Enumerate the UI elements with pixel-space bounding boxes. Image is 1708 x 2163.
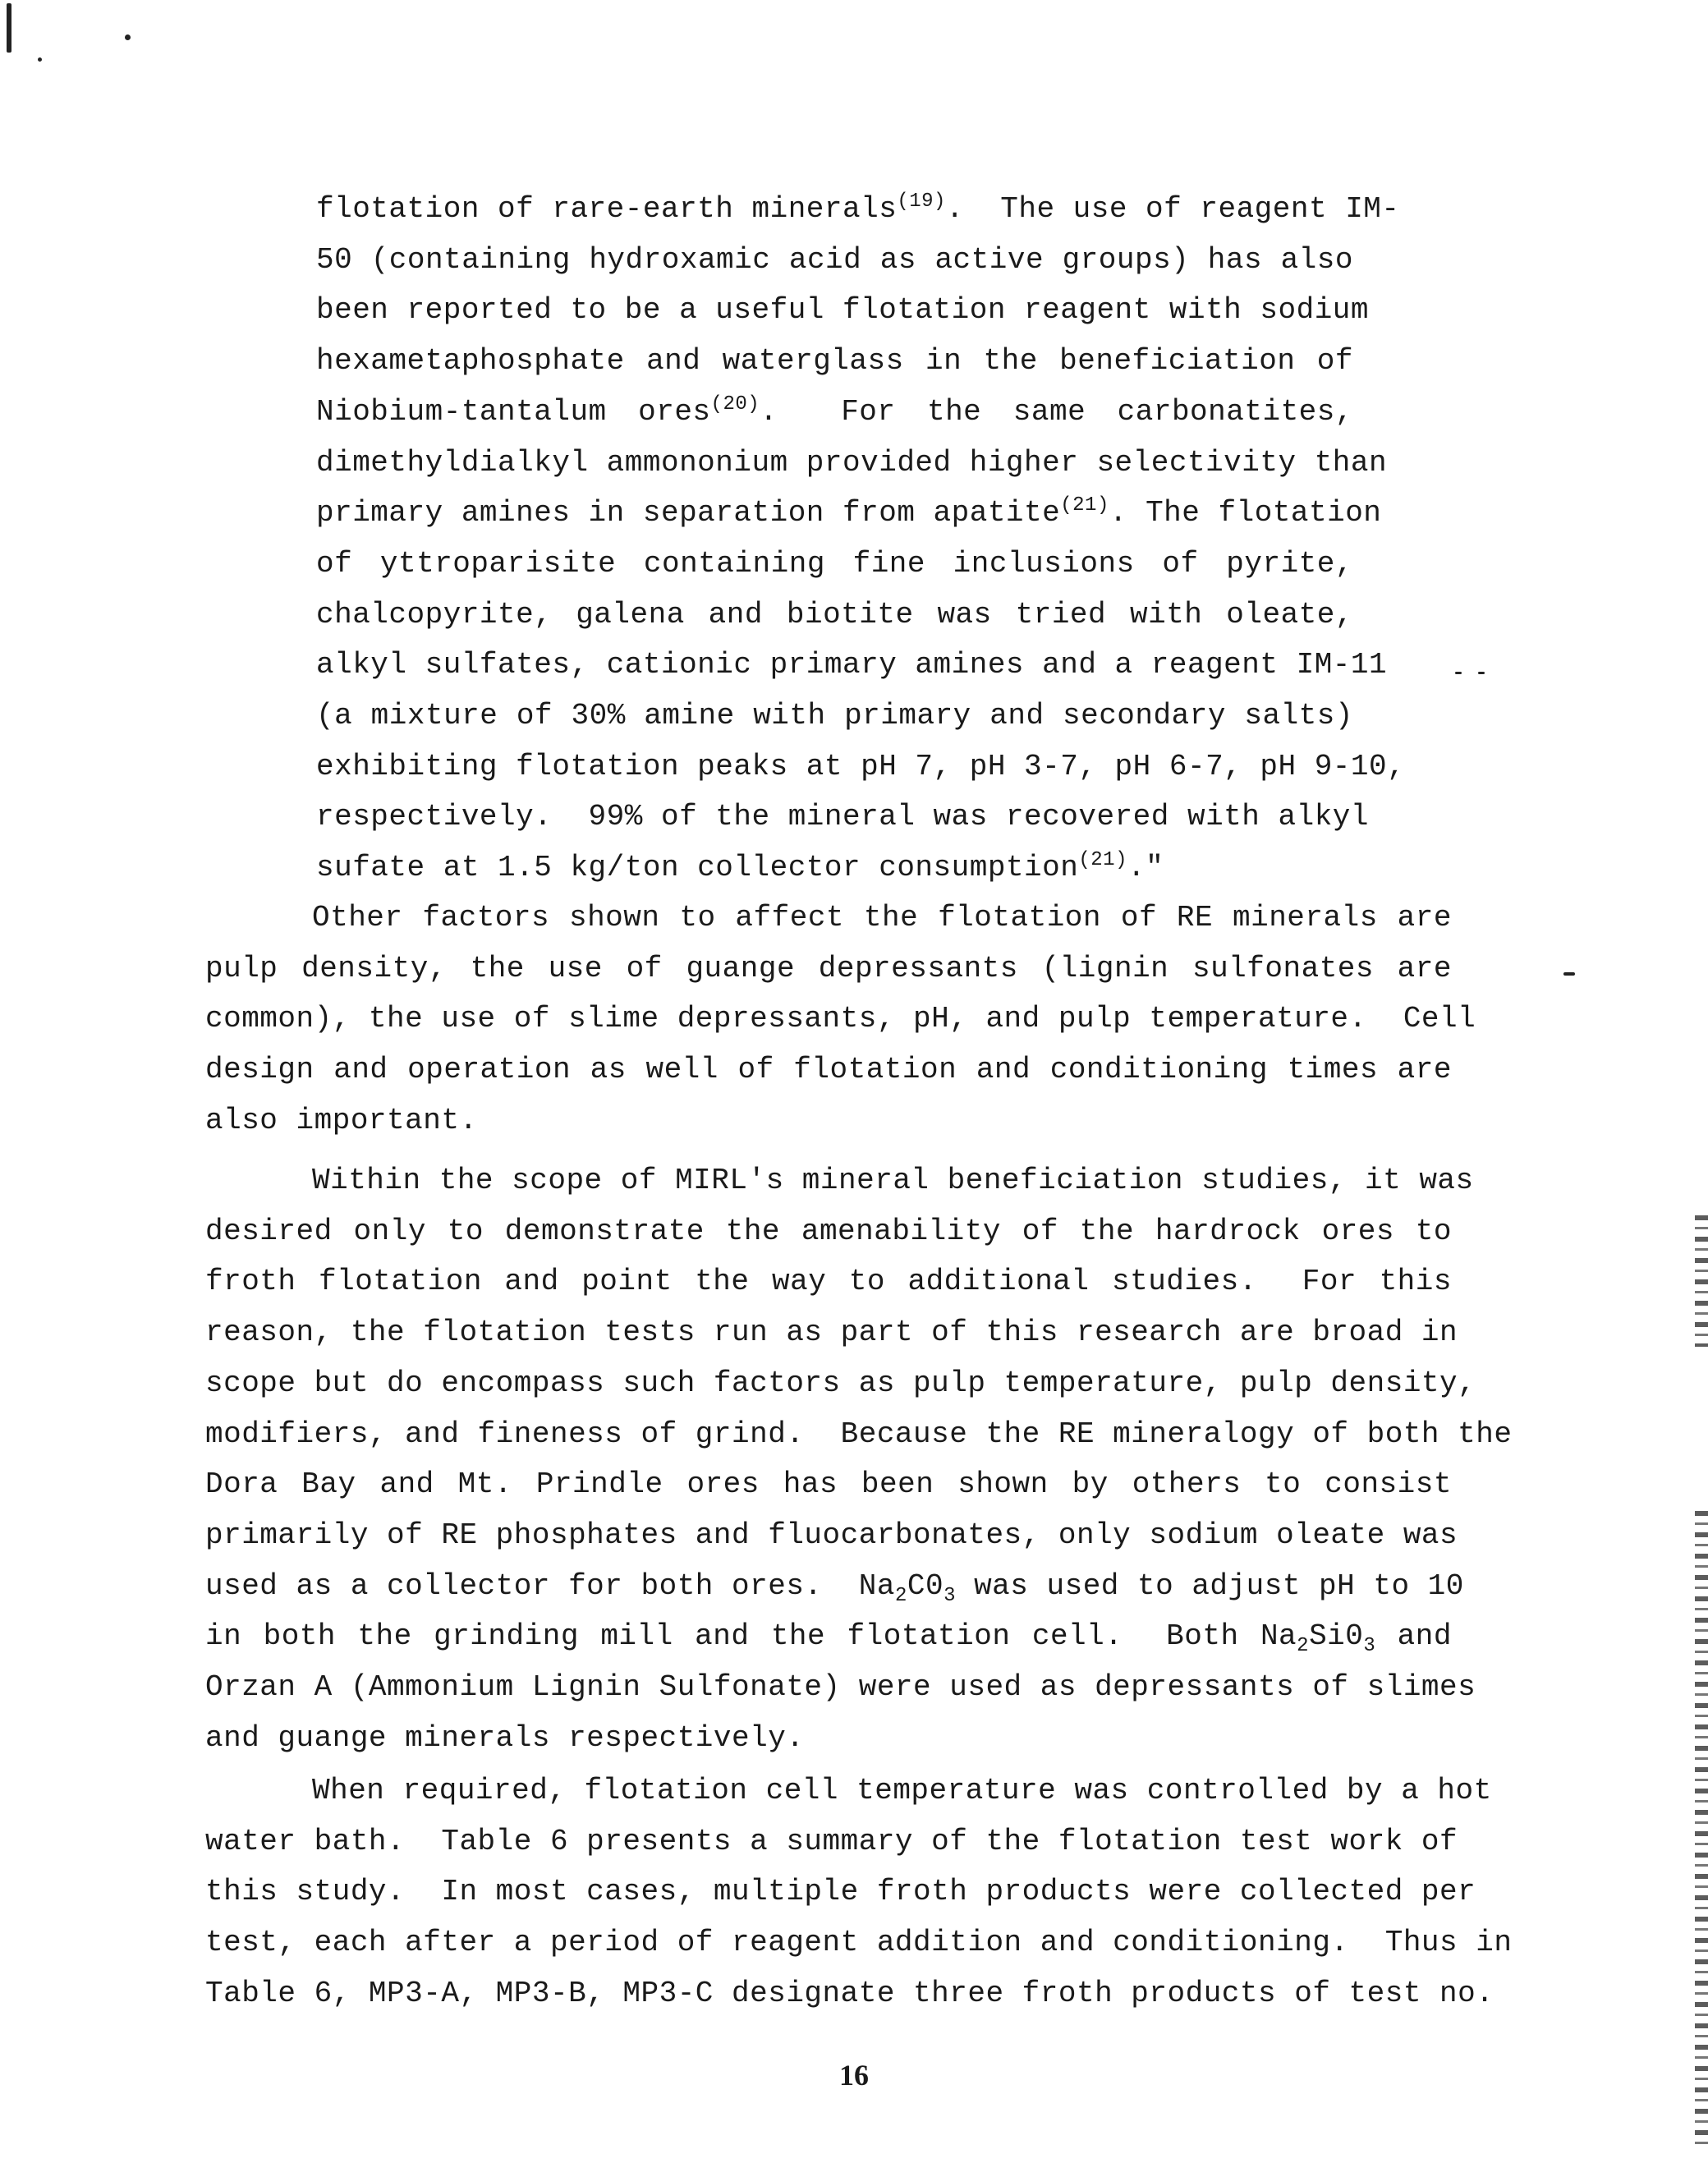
text-line: used as a collector for both ores. $Na_2C0_3$ was used to adjust pH to 10: [205, 1568, 1464, 1607]
text-line: 50 (containing hydroxamic acid as active groups) has also: [316, 242, 1353, 277]
text-line: also important.: [205, 1103, 478, 1137]
text-line: primary amines in separation from apatite$^{(21)}$. The flotation: [316, 494, 1382, 530]
text-line: water bath. Table 6 presents a summary of the flotation test work of: [205, 1824, 1458, 1858]
scan-speck: [38, 57, 42, 62]
text-line: Within the scope of MIRL's mineral beneficiation studies, it was: [312, 1164, 1474, 1197]
chemical-subscript: 2: [894, 1584, 907, 1607]
chemical-subscript: 3: [1363, 1635, 1376, 1658]
citation-superscript: (21): [1078, 849, 1127, 872]
chemical-subscript: 2: [1297, 1635, 1310, 1658]
text-line: respectively. 99% of the mineral was recovered with alkyl: [316, 800, 1370, 834]
text-line: design and operation as well of flotation and conditioning times are: [205, 1053, 1452, 1087]
scan-mark: [7, 3, 11, 53]
text-line: modifiers, and fineness of grind. Because the RE mineralogy of both the: [205, 1417, 1513, 1451]
paragraph-scope: [205, 1155, 1513, 1763]
text-line: chalcopyrite, galena and biotite was tried with oleate,: [316, 597, 1353, 631]
text-line: sufate at 1.5 kg/ton collector consumption$^{(21)}$.": [316, 849, 1164, 885]
text-line: this study. In most cases, multiple froth products were collected per: [205, 1875, 1476, 1909]
scan-edge-noise: [1695, 1511, 1708, 2152]
scan-speck: [1455, 672, 1462, 674]
citation-superscript: (21): [1060, 494, 1109, 517]
text-line: flotation of rare-earth minerals$^{(19)}$. The use of reagent IM-: [316, 191, 1400, 226]
text-line: of yttroparisite containing fine inclusions of pyrite,: [316, 546, 1353, 581]
text-line: Dora Bay and Mt. Prindle ores has been shown by others to consist: [205, 1467, 1452, 1502]
scan-speck: [1563, 972, 1575, 976]
page-number: 16: [839, 2059, 869, 2092]
text-line: Niobium-tantalum ores$^{(20)}$. For the same carbonatites,: [316, 393, 1353, 429]
text-line: scope but do encompass such factors as pulp temperature, pulp density,: [205, 1366, 1476, 1400]
paragraph-temperature: [205, 1766, 1513, 2019]
text-line: Other factors shown to affect the flotation of RE minerals are: [312, 901, 1452, 935]
text-line: and guange minerals respectively.: [205, 1720, 805, 1755]
scan-edge-noise: [1695, 1215, 1708, 1347]
text-line: (a mixture of 30% amine with primary and secondary salts): [316, 699, 1353, 733]
text-line: desired only to demonstrate the amenability of the hardrock ores to: [205, 1214, 1452, 1248]
text-line: Table 6, MP3-A, MP3-B, MP3-C designate three froth products of test no.: [205, 1976, 1494, 2010]
text-line: common), the use of slime depressants, pH, and pulp temperature. Cell: [205, 1002, 1476, 1036]
citation-superscript: (19): [897, 191, 946, 213]
text-line: When required, flotation cell temperature was controlled by a hot: [312, 1774, 1492, 1807]
text-line: exhibiting flotation peaks at pH 7, pH 3-7, pH 6-7, pH 9-10,: [316, 749, 1406, 783]
chemical-subscript: 3: [944, 1584, 956, 1607]
text-line: primarily of RE phosphates and fluocarbonates, only sodium oleate was: [205, 1518, 1458, 1552]
quoted-passage: [316, 184, 1406, 893]
text-line: Orzan A (Ammonium Lignin Sulfonate) were used as depressants of slimes: [205, 1670, 1476, 1705]
text-line: froth flotation and point the way to additional studies. For this: [205, 1265, 1452, 1299]
text-line: been reported to be a useful flotation reagent with sodium: [316, 293, 1370, 328]
scan-speck: [125, 34, 131, 40]
scan-speck: [1478, 672, 1485, 674]
text-line: pulp density, the use of guange depressants (lignin sulfonates are: [205, 951, 1452, 985]
text-line: test, each after a period of reagent addition and conditioning. Thus in: [205, 1926, 1513, 1960]
text-line: in both the grinding mill and the flotation cell. Both $Na_2Si0_3$ and: [205, 1619, 1452, 1658]
text-line: dimethyldialkyl ammononium provided higher selectivity than: [316, 445, 1388, 480]
text-line: hexametaphosphate and waterglass in the beneficiation of: [316, 344, 1353, 379]
text-line: reason, the flotation tests run as part of this research are broad in: [205, 1316, 1458, 1350]
text-line: alkyl sulfates, cationic primary amines and a reagent IM-11: [316, 648, 1388, 682]
paragraph-factors: [205, 893, 1476, 1146]
citation-superscript: (20): [710, 393, 760, 416]
